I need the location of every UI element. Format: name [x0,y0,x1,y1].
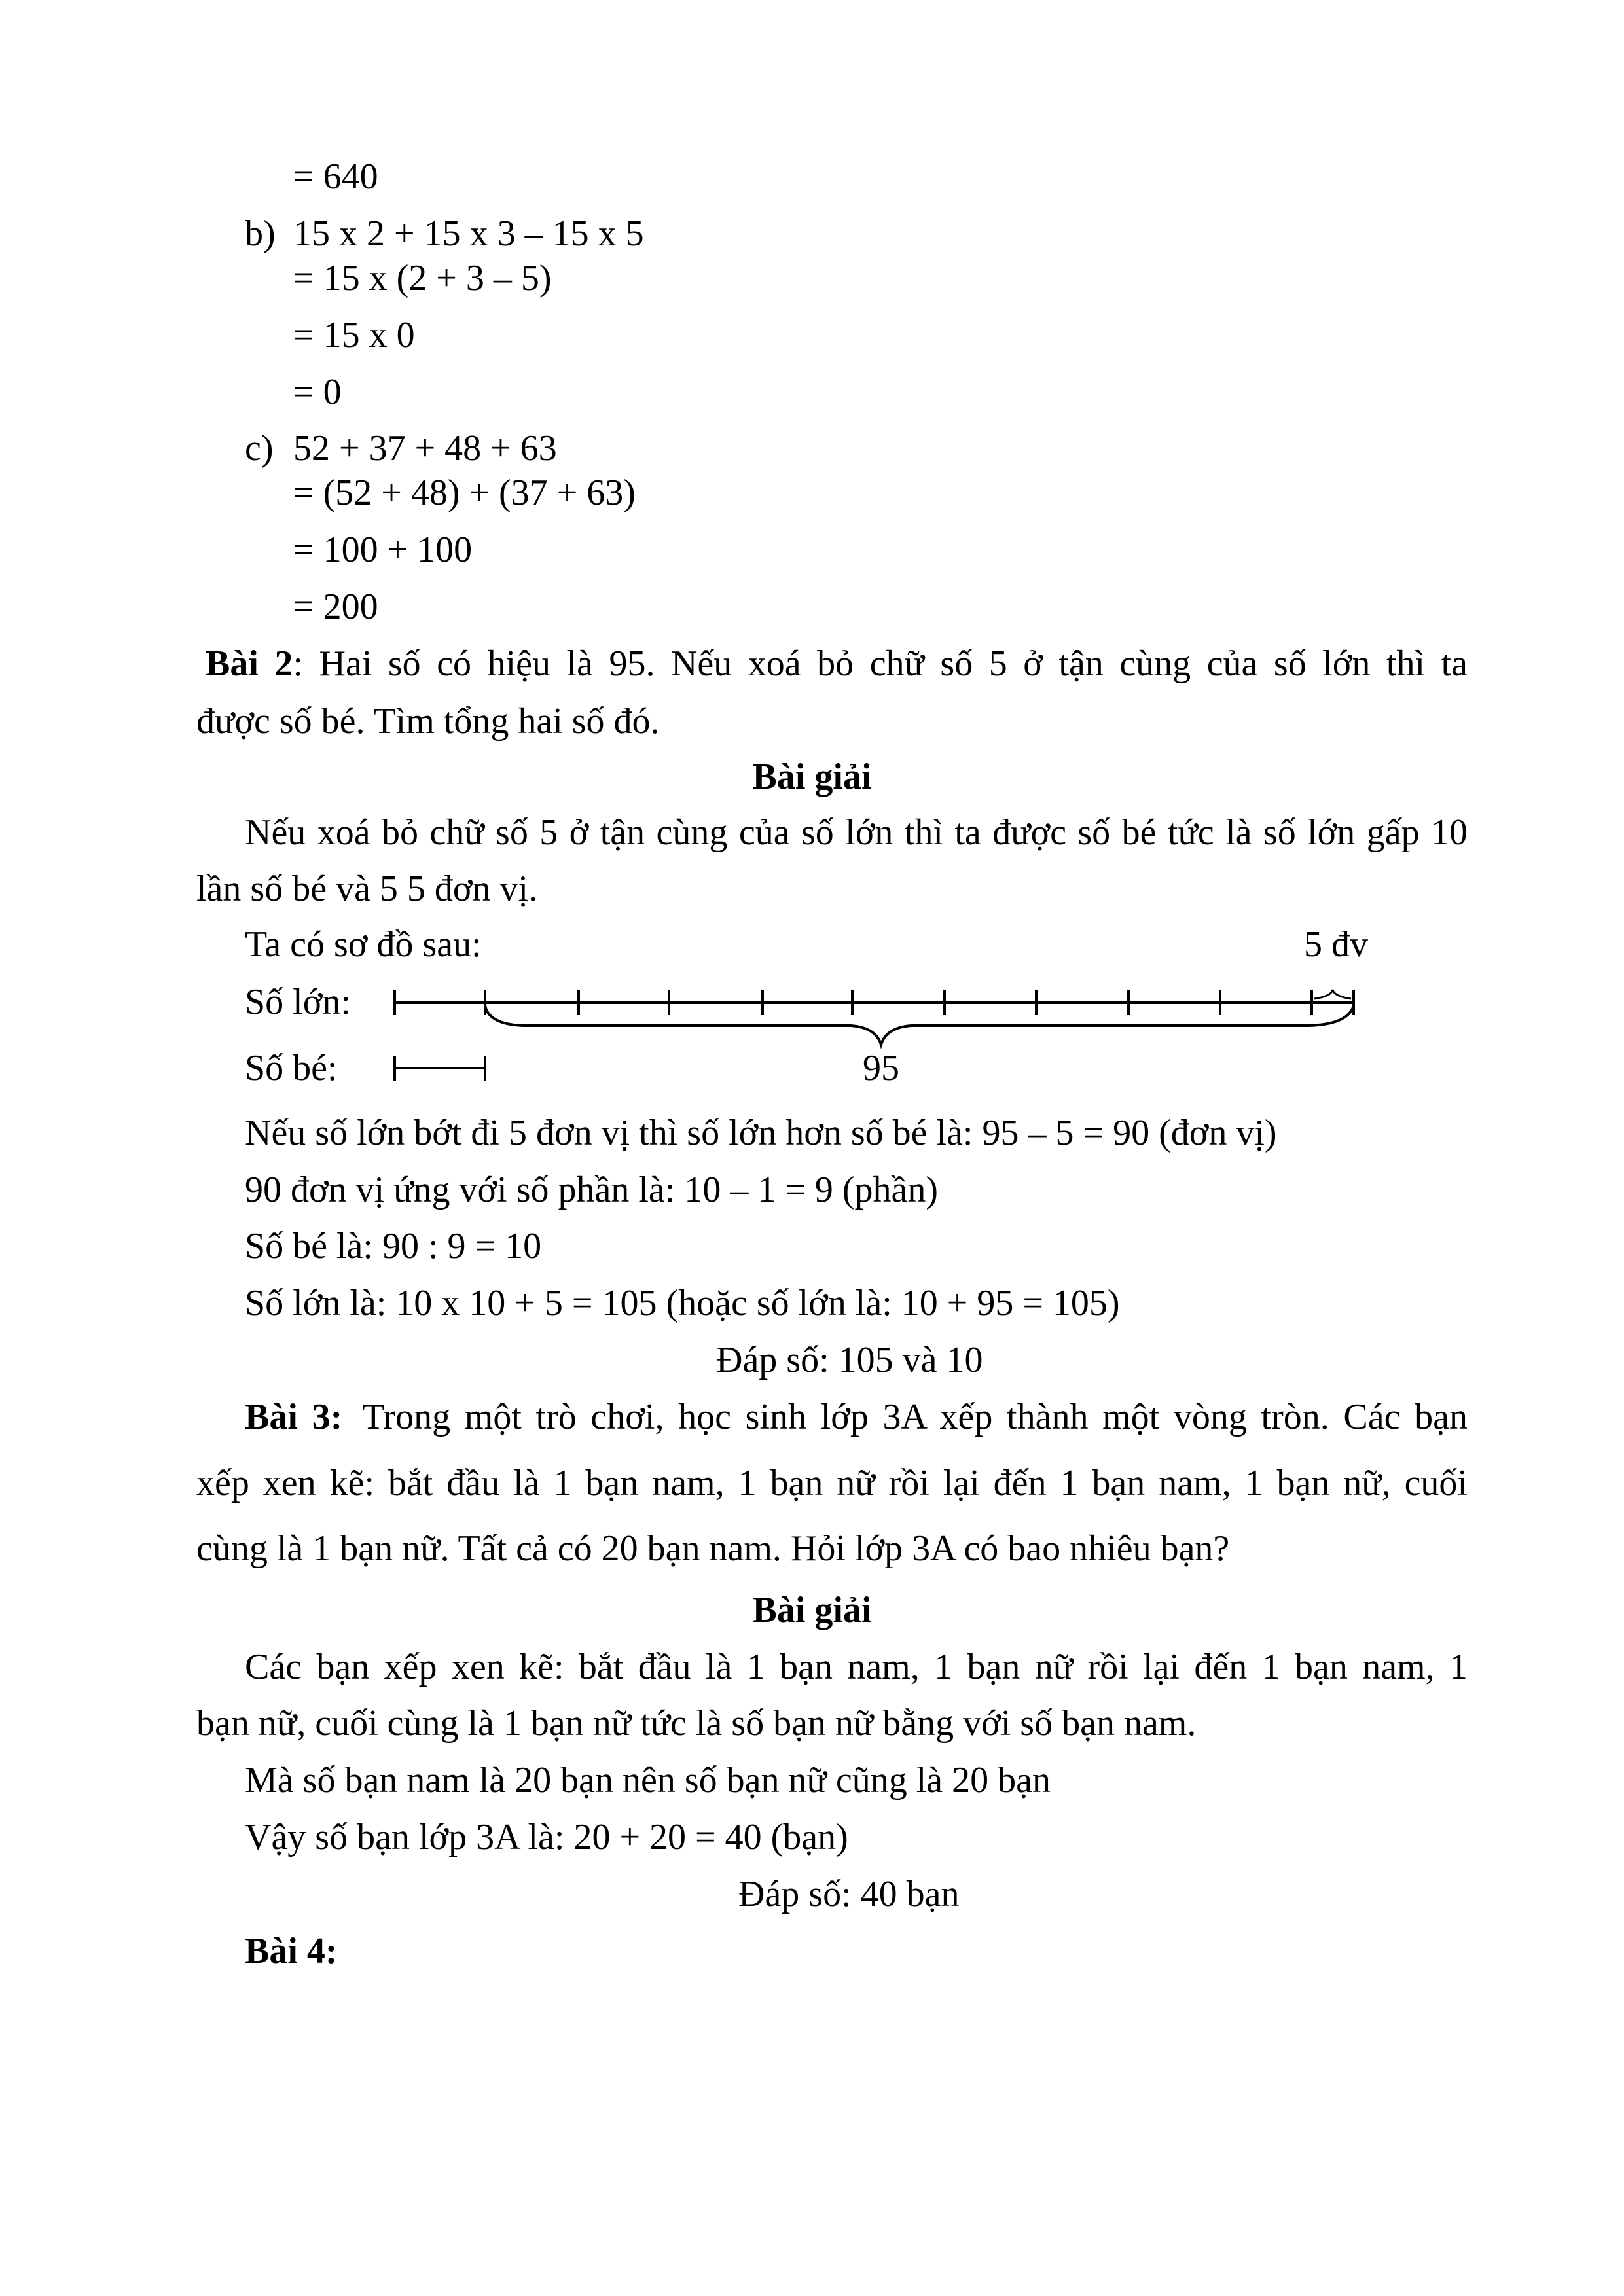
extra-units-brace [1314,990,1351,999]
diagram-large-label: Số lớn: [245,982,351,1022]
part-b-step-3: = 0 [293,372,342,412]
bai3-solution-title: Bài giải [752,1590,872,1630]
bai3-problem-line-3: cùng là 1 bạn nữ. Tất cả có 20 bạn nam. Hỏi lớp 3A có bao nhiêu bạn? [196,1528,1230,1569]
part-c-step-2: = 100 + 100 [293,529,473,570]
diagram-extra-label: 5 đv [1304,924,1368,965]
bai3-problem-line-1 [245,1396,1468,1438]
bai3-solution-line-4: Vậy số bạn lớp 3A là: 20 + 20 = 40 (bạn) [245,1817,848,1857]
bai4-heading: Bài 4: [245,1931,338,1971]
diagram-small-label: Số bé: [245,1048,338,1088]
bai3-solution-line-3: Mà số bạn nam là 20 bạn nên số bạn nữ cũng là 20 bạn [245,1760,1051,1801]
part-c-step-1: = (52 + 48) + (37 + 63) [293,473,636,513]
bai3-heading: Bài 3: [245,1397,343,1437]
bai2-answer: Đáp số: 105 và 10 [716,1340,983,1380]
part-b-step-1: = 15 x (2 + 3 – 5) [293,258,552,298]
bai3-solution-line-1: Các bạn xếp xen kẽ: bắt đầu là 1 bạn nam, 1 bạn nữ rồi lại đến 1 bạn nam, 1 [245,1647,1468,1687]
bai2-step-3: Số bé là: 90 : 9 = 10 [245,1226,542,1266]
part-c-label: c) [245,428,274,469]
bai2-problem-line-2: được số bé. Tìm tổng hai số đó. [196,701,660,742]
difference-brace [485,1005,1354,1045]
bai2-solution-line-2: lần số bé và 5 5 đơn vị. [196,869,538,909]
bai3-solution-line-2: bạn nữ, cuối cùng là 1 bạn nữ tức là số bạn nữ bằng với số bạn nam. [196,1703,1197,1744]
bai2-solution-line-1: Nếu xoá bỏ chữ số 5 ở tận cùng của số lớn thì ta được số bé tức là số lớn gấp 10 [245,812,1468,853]
bai2-heading: Bài 2 [206,643,293,684]
diagram-difference-label: 95 [863,1048,899,1088]
bai3-problem-line-2: xếp xen kẽ: bắt đầu là 1 bạn nam, 1 bạn nữ rồi lại đến 1 bạn nam, 1 bạn nữ, cuối [196,1463,1468,1503]
part-b-label: b) [245,213,276,254]
bai2-step-2: 90 đơn vị ứng với số phần là: 10 – 1 = 9 (phần) [245,1170,939,1210]
bai2-problem-text: : Hai số có hiệu là 95. Nếu xoá bỏ chữ số 5 ở tận cùng của số lớn thì ta [293,643,1468,684]
part-c-step-3: = 200 [293,586,378,627]
bai3-problem-text: Trong một trò chơi, học sinh lớp 3A xếp thành một vòng tròn. Các bạn [362,1397,1468,1437]
bai2-solution-title: Bài giải [752,757,872,797]
part-c-expression: 52 + 37 + 48 + 63 [293,428,557,469]
part-b-step-2: = 15 x 0 [293,315,415,355]
bai3-answer: Đáp số: 40 bạn [738,1874,960,1914]
diagram-intro: Ta có sơ đồ sau: [245,924,482,965]
bai2-step-4: Số lớn là: 10 x 10 + 5 = 105 (hoặc số lớn là: 10 + 95 = 105) [245,1283,1120,1323]
part-a-result: = 640 [293,156,378,197]
bai2-step-1: Nếu số lớn bớt đi 5 đơn vị thì số lớn hơn số bé là: 95 – 5 = 90 (đơn vị) [245,1113,1277,1153]
part-b-expression: 15 x 2 + 15 x 3 – 15 x 5 [293,213,644,254]
